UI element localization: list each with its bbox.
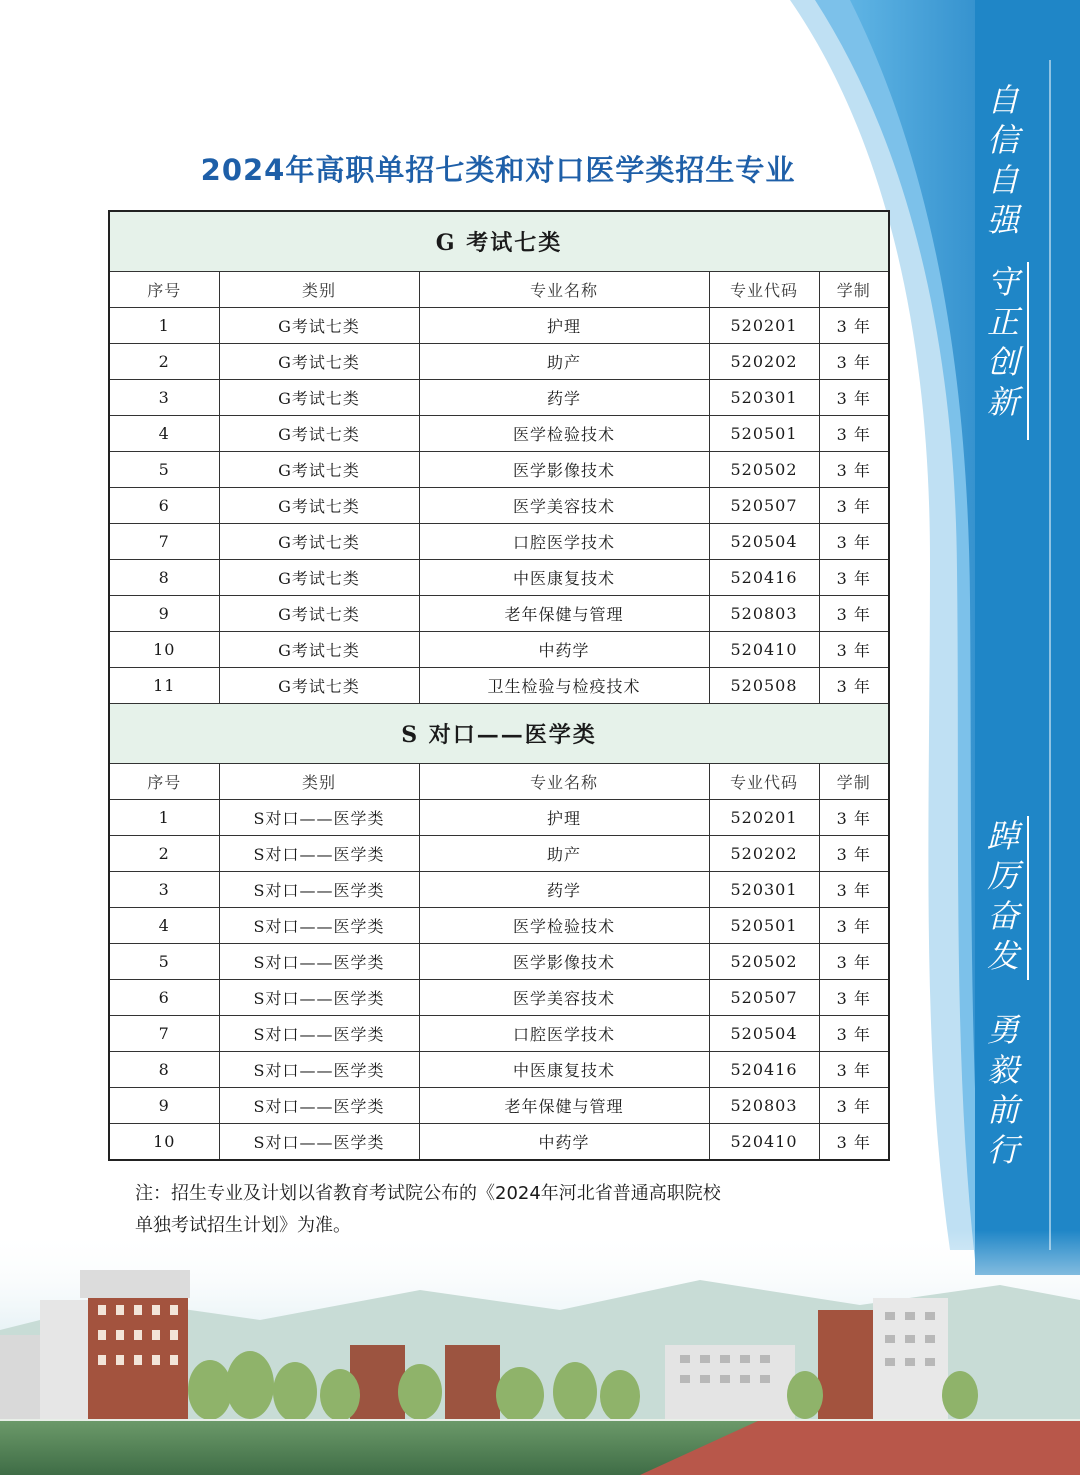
cell-code: 520201: [709, 308, 819, 344]
table-row: [109, 800, 889, 836]
column-header-row: [109, 764, 889, 800]
header-major: 专业名称: [419, 764, 709, 800]
cell-duration: 3 年: [819, 452, 889, 488]
cell-no: 3: [109, 380, 219, 416]
table-row: [109, 872, 889, 908]
cell-duration: 3 年: [819, 836, 889, 872]
cell-major: 护理: [419, 308, 709, 344]
cell-code: 520507: [709, 488, 819, 524]
cell-major: 药学: [419, 380, 709, 416]
slogan-2: [975, 262, 1031, 422]
cell-no: 9: [109, 1088, 219, 1124]
slogan-3: [975, 816, 1031, 976]
cell-major: 口腔医学技术: [419, 524, 709, 560]
cell-no: 4: [109, 908, 219, 944]
table-row: [109, 488, 889, 524]
table-row: [109, 668, 889, 704]
cell-duration: 3 年: [819, 908, 889, 944]
table-row: [109, 308, 889, 344]
cell-category: S对口——医学类: [219, 1016, 419, 1052]
cell-category: S对口——医学类: [219, 1052, 419, 1088]
cell-major: 医学影像技术: [419, 452, 709, 488]
cell-category: G考试七类: [219, 380, 419, 416]
cell-major: 中药学: [419, 1124, 709, 1161]
cell-no: 8: [109, 560, 219, 596]
cell-no: 6: [109, 488, 219, 524]
footnote: [135, 1178, 895, 1242]
cell-major: 医学检验技术: [419, 416, 709, 452]
header-category: 类别: [219, 764, 419, 800]
cell-no: 10: [109, 632, 219, 668]
cell-major: 中药学: [419, 632, 709, 668]
table-row: [109, 836, 889, 872]
cell-category: G考试七类: [219, 308, 419, 344]
cell-major: 护理: [419, 800, 709, 836]
slogan-1: [975, 80, 1031, 240]
cell-major: 医学美容技术: [419, 488, 709, 524]
cell-code: 520803: [709, 1088, 819, 1124]
header-no: 序号: [109, 272, 219, 308]
cell-category: G考试七类: [219, 596, 419, 632]
cell-code: 520502: [709, 452, 819, 488]
cell-code: 520501: [709, 908, 819, 944]
cell-category: G考试七类: [219, 452, 419, 488]
cell-no: 9: [109, 596, 219, 632]
slogan-4: [975, 1010, 1031, 1170]
enrollment-table: [108, 210, 890, 1161]
cell-duration: 3 年: [819, 380, 889, 416]
cell-code: 520410: [709, 1124, 819, 1161]
section-title: S 对口——医学类: [109, 704, 889, 764]
cell-duration: 3 年: [819, 980, 889, 1016]
table-row: [109, 908, 889, 944]
cell-code: 520202: [709, 344, 819, 380]
cell-no: 1: [109, 308, 219, 344]
cell-duration: 3 年: [819, 872, 889, 908]
cell-duration: 3 年: [819, 1016, 889, 1052]
cell-code: 520416: [709, 560, 819, 596]
table-row: [109, 344, 889, 380]
table-row: [109, 1052, 889, 1088]
cell-code: 520504: [709, 1016, 819, 1052]
table-row: [109, 596, 889, 632]
header-code: 专业代码: [709, 764, 819, 800]
cell-major: 助产: [419, 344, 709, 380]
cell-major: 中医康复技术: [419, 560, 709, 596]
cell-category: G考试七类: [219, 344, 419, 380]
header-duration: 学制: [819, 764, 889, 800]
cell-category: G考试七类: [219, 488, 419, 524]
cell-no: 6: [109, 980, 219, 1016]
cell-category: S对口——医学类: [219, 836, 419, 872]
header-duration: 学制: [819, 272, 889, 308]
slogan-2-text: 守正创新: [986, 263, 1019, 421]
table-row: [109, 560, 889, 596]
cell-no: 8: [109, 1052, 219, 1088]
cell-duration: 3 年: [819, 596, 889, 632]
footnote-line-1: 注：招生专业及计划以省教育考试院公布的《2024年河北省普通高职院校: [135, 1183, 721, 1204]
table-row: [109, 524, 889, 560]
cell-duration: 3 年: [819, 1124, 889, 1161]
cell-no: 3: [109, 872, 219, 908]
header-major: 专业名称: [419, 272, 709, 308]
table-body: [109, 211, 889, 1160]
table-row: [109, 980, 889, 1016]
cell-code: 520301: [709, 380, 819, 416]
header-code: 专业代码: [709, 272, 819, 308]
cell-code: 520501: [709, 416, 819, 452]
cell-major: 卫生检验与检疫技术: [419, 668, 709, 704]
cell-code: 520507: [709, 980, 819, 1016]
table-row: [109, 1088, 889, 1124]
section-header: [109, 211, 889, 272]
table-row: [109, 944, 889, 980]
cell-category: S对口——医学类: [219, 944, 419, 980]
table-row: [109, 1124, 889, 1161]
cell-no: 11: [109, 668, 219, 704]
cell-duration: 3 年: [819, 944, 889, 980]
cell-category: G考试七类: [219, 668, 419, 704]
cell-major: 药学: [419, 872, 709, 908]
cell-category: S对口——医学类: [219, 908, 419, 944]
cell-code: 520201: [709, 800, 819, 836]
cell-code: 520416: [709, 1052, 819, 1088]
cell-duration: 3 年: [819, 308, 889, 344]
cell-no: 7: [109, 1016, 219, 1052]
slogan-4-text: 勇毅前行: [986, 1011, 1019, 1169]
column-header-row: [109, 272, 889, 308]
cell-code: 520202: [709, 836, 819, 872]
cell-no: 4: [109, 416, 219, 452]
cell-duration: 3 年: [819, 668, 889, 704]
cell-major: 口腔医学技术: [419, 1016, 709, 1052]
cell-category: G考试七类: [219, 524, 419, 560]
cell-code: 520803: [709, 596, 819, 632]
cell-code: 520508: [709, 668, 819, 704]
cell-major: 医学影像技术: [419, 944, 709, 980]
cell-no: 2: [109, 344, 219, 380]
cell-major: 老年保健与管理: [419, 1088, 709, 1124]
header-category: 类别: [219, 272, 419, 308]
table-row: [109, 416, 889, 452]
cell-duration: 3 年: [819, 1088, 889, 1124]
cell-duration: 3 年: [819, 632, 889, 668]
cell-no: 1: [109, 800, 219, 836]
table-row: [109, 452, 889, 488]
cell-category: S对口——医学类: [219, 1088, 419, 1124]
cell-category: S对口——医学类: [219, 1124, 419, 1161]
cell-duration: 3 年: [819, 524, 889, 560]
cell-no: 5: [109, 944, 219, 980]
cell-major: 医学美容技术: [419, 980, 709, 1016]
section-header: [109, 704, 889, 764]
cell-major: 中医康复技术: [419, 1052, 709, 1088]
cell-category: G考试七类: [219, 560, 419, 596]
header-no: 序号: [109, 764, 219, 800]
slogan-1-text: 自信自强: [986, 81, 1019, 239]
table-row: [109, 380, 889, 416]
cell-duration: 3 年: [819, 560, 889, 596]
cell-duration: 3 年: [819, 1052, 889, 1088]
cell-major: 助产: [419, 836, 709, 872]
cell-duration: 3 年: [819, 416, 889, 452]
cell-no: 5: [109, 452, 219, 488]
cell-category: G考试七类: [219, 632, 419, 668]
cell-category: S对口——医学类: [219, 800, 419, 836]
cell-no: 2: [109, 836, 219, 872]
cell-category: S对口——医学类: [219, 872, 419, 908]
cell-category: G考试七类: [219, 416, 419, 452]
table-row: [109, 632, 889, 668]
cell-major: 医学检验技术: [419, 908, 709, 944]
cell-no: 10: [109, 1124, 219, 1161]
section-title: G 考试七类: [109, 211, 889, 272]
cell-duration: 3 年: [819, 344, 889, 380]
footnote-line-2: 单独考试招生计划》为准。: [135, 1215, 351, 1236]
cell-code: 520410: [709, 632, 819, 668]
table-row: [109, 1016, 889, 1052]
cell-code: 520502: [709, 944, 819, 980]
cell-duration: 3 年: [819, 800, 889, 836]
page-title: 2024年高职单招七类和对口医学类招生专业: [200, 153, 796, 187]
cell-code: 520301: [709, 872, 819, 908]
cell-major: 老年保健与管理: [419, 596, 709, 632]
cell-code: 520504: [709, 524, 819, 560]
cell-no: 7: [109, 524, 219, 560]
cell-duration: 3 年: [819, 488, 889, 524]
cell-category: S对口——医学类: [219, 980, 419, 1016]
slogan-3-text: 踔厉奋发: [986, 817, 1019, 975]
